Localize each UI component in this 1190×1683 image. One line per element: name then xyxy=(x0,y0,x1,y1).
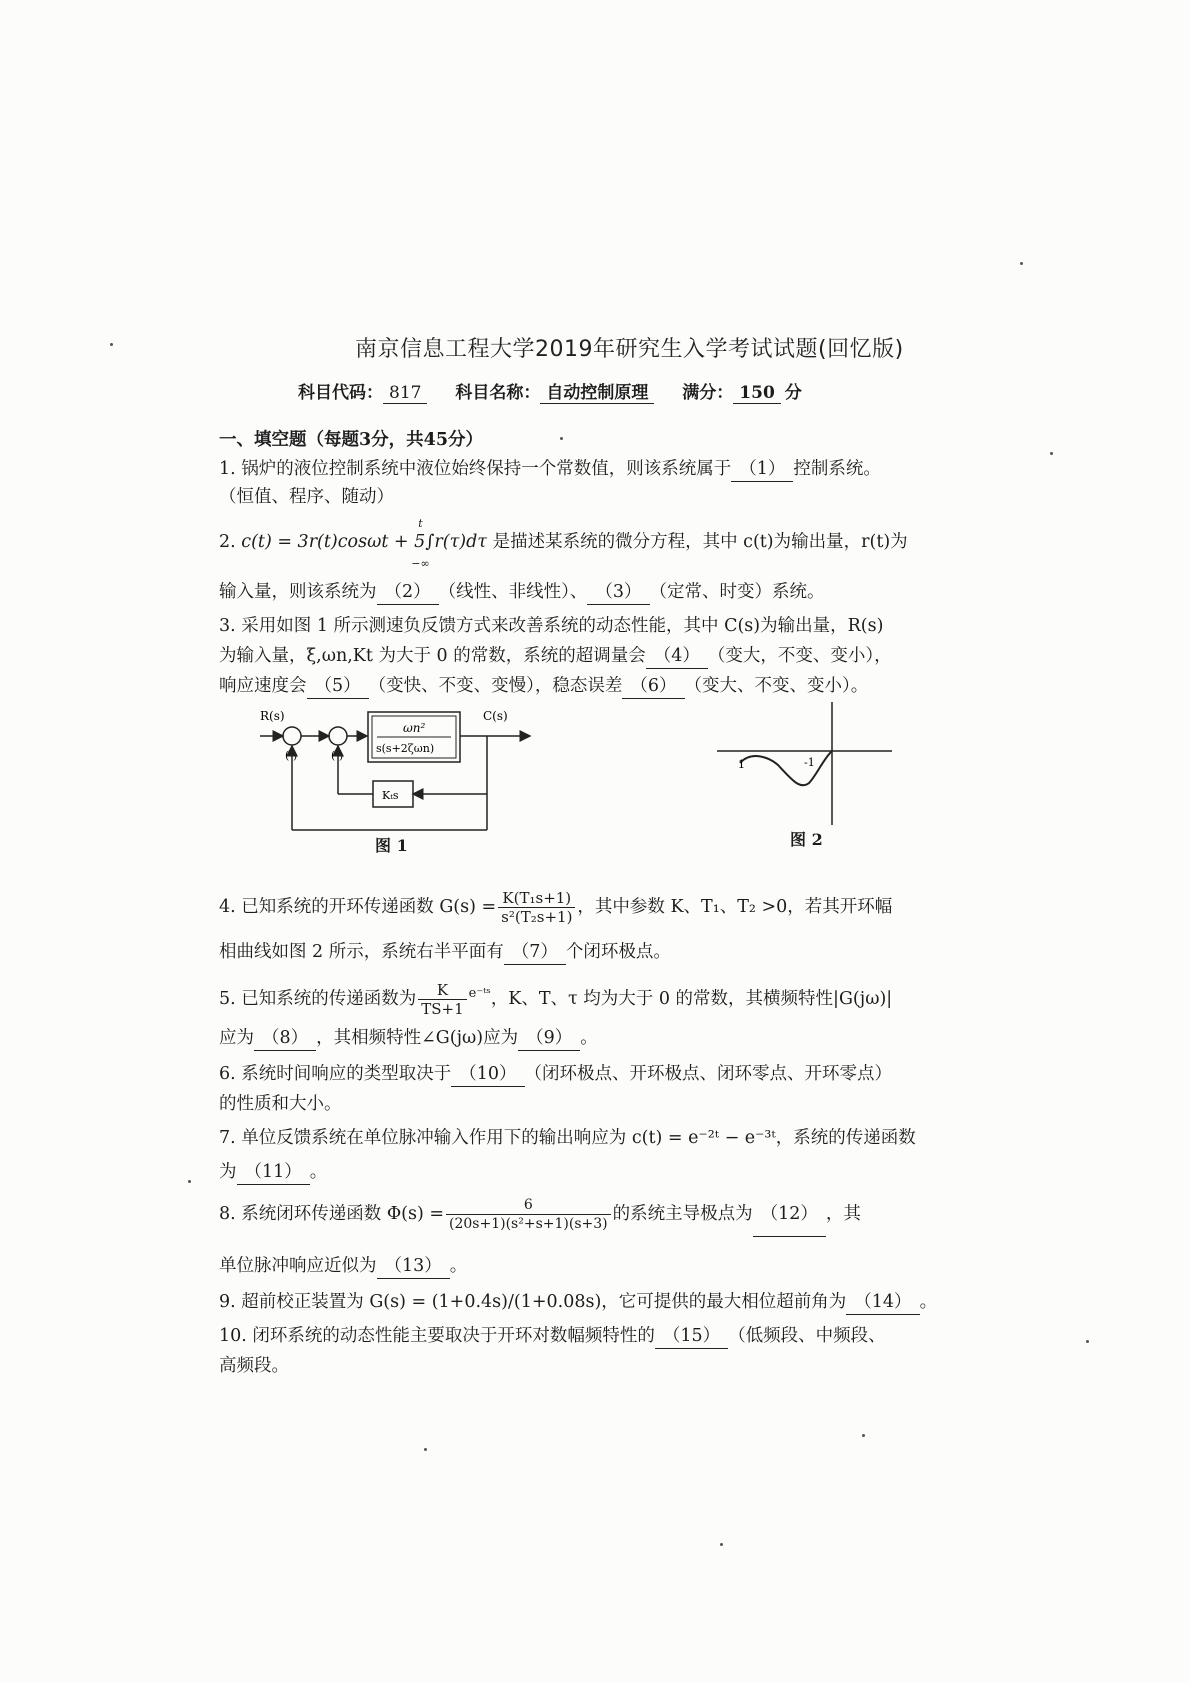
fig2-tick-a: -1 xyxy=(804,756,815,769)
q7-line2: 为 （11） 。 xyxy=(219,1160,954,1185)
feedback-block-label: Kₜs xyxy=(382,789,399,802)
q1-text-end: 控制系统。 xyxy=(793,459,881,479)
code-label: 科目代码： xyxy=(298,383,383,403)
question-8: 8. 系统闭环传递函数 Φ(s) = $\frac{6}{\text{(20s+1)(s²+s+1)(s+3)}}$ 的系统主导极点为 （12） ，其 xyxy=(219,1192,954,1237)
page-title: 南京信息工程大学2019年研究生入学考试试题(回忆版) xyxy=(355,337,904,362)
q1-text: 1. 锅炉的液位控制系统中液位始终保持一个常数值，则该系统属于 xyxy=(219,459,732,479)
blank-2: （2） xyxy=(377,580,439,605)
name-value: 自动控制原理 xyxy=(540,378,654,404)
question-2 xyxy=(219,517,954,570)
scan-speck xyxy=(424,1448,427,1451)
q6-line2: 的性质和大小。 xyxy=(219,1094,342,1114)
summing-junction-2 xyxy=(329,727,347,745)
scan-speck xyxy=(862,1434,865,1437)
q8-line2: 单位脉冲响应近似为 （13） 。 xyxy=(219,1254,954,1279)
question-3: 3. 采用如图 1 所示测速负反馈方式来改善系统的动态性能，其中 C(s)为输出量，R(s) xyxy=(219,616,884,636)
blank-14: （14） xyxy=(846,1290,919,1315)
blank-11: （11） xyxy=(237,1160,310,1185)
question-6: 6. 系统时间响应的类型取决于 （10） （闭环极点、开环极点、闭环零点、开环零点） xyxy=(219,1062,954,1087)
scan-speck xyxy=(1086,1340,1089,1343)
question-9: 9. 超前校正装置为 G(s) = (1+0.4s)/(1+0.08s)，它可提供的最大相位超前角为 （14） 。 xyxy=(219,1290,954,1315)
question-4: 4. 已知系统的开环传递函数 G(s) = $\frac{\text{K(T₁s+1)}}{\text{s²(T₂s+1)}}$ ，其中参数 K、T₁、T₂ >0，若其开环幅 xyxy=(219,889,893,926)
blank-4: （4） xyxy=(646,644,708,669)
q1-options: （恒值、程序、随动） xyxy=(219,487,394,507)
fig1-output-label: C(s) xyxy=(483,709,508,723)
score-unit: 分 xyxy=(784,383,802,403)
scan-speck xyxy=(1050,452,1053,455)
blank-12: （12） xyxy=(753,1192,826,1237)
q5-line2: 应为 （8） ，其相频特性∠G(jω)应为 （9） 。 xyxy=(219,1026,954,1051)
blank-6: （6） xyxy=(622,674,684,699)
fig2-tick-b: 1 xyxy=(738,758,745,771)
plant-numerator: ωn² xyxy=(403,721,426,735)
blank-3: （3） xyxy=(587,580,649,605)
blank-13: （13） xyxy=(377,1254,450,1279)
figure-1-block-diagram xyxy=(255,706,565,846)
blank-5: （5） xyxy=(307,674,369,699)
subject-meta xyxy=(298,378,998,404)
plant-denominator: s(s+2ζωn) xyxy=(376,742,435,755)
fig1-minus-1: (-) xyxy=(285,749,298,762)
scan-speck xyxy=(720,1543,723,1546)
scan-speck xyxy=(1020,262,1023,265)
code-value: 817 xyxy=(383,383,427,404)
section-heading: 一、填空题（每题3分，共45分） xyxy=(219,430,484,450)
q10-line2: 高频段。 xyxy=(219,1356,289,1376)
question-10: 10. 闭环系统的动态性能主要取决于开环对数幅频特性的 （15） （低频段、中频段、 xyxy=(219,1324,954,1349)
nyquist-curve xyxy=(740,751,832,785)
blank-8: （8） xyxy=(254,1026,316,1051)
blank-10: （10） xyxy=(451,1062,524,1087)
integral-lower: −∞ xyxy=(411,557,430,570)
scan-speck xyxy=(188,1180,191,1183)
q4-transfer-function: $\frac{\text{K(T₁s+1)}}{\text{s²(T₂s+1)}}$ xyxy=(498,889,575,926)
score-label: 满分： xyxy=(682,383,734,403)
figure-2-caption: 图 2 xyxy=(790,830,823,849)
blank-15: （15） xyxy=(655,1324,728,1349)
blank-1: （1） xyxy=(731,457,793,482)
q4-line2: 相曲线如图 2 所示，系统右半平面有 （7） 个闭环极点。 xyxy=(219,940,954,965)
fig1-input-label: R(s) xyxy=(260,709,285,723)
q5-transfer-function: $\frac{K}{TS+1}$ xyxy=(418,981,466,1018)
blank-9: （9） xyxy=(518,1026,580,1051)
question-5: 5. 已知系统的传递函数为 $\frac{K}{TS+1}$ $^{e^-ᵗˢ}$，K、T、τ 均为大于 0 的常数，其横频特性|G(jω)| xyxy=(219,980,893,1018)
blank-7: （7） xyxy=(504,940,566,965)
figure-1-caption: 图 1 xyxy=(375,836,408,855)
question-1 xyxy=(219,457,954,482)
score-value: 150 xyxy=(733,383,781,404)
figure-2-nyquist-plot xyxy=(712,700,902,830)
q2-line2: 输入量，则该系统为 （2） （线性、非线性）、 （3） （定常、时变）系统。 xyxy=(219,580,954,605)
name-label: 科目名称： xyxy=(455,383,541,403)
q3-line3: 响应速度会 （5） （变快、不变、变慢），稳态误差 （6） （变大、不变、变小）。 xyxy=(219,674,954,699)
q2-text: 是描述某系统的微分方程，其中 c(t)为输出量，r(t)为 xyxy=(492,532,908,552)
scan-speck xyxy=(110,343,113,346)
scan-speck xyxy=(560,437,563,440)
q2-number: 2. xyxy=(219,532,236,552)
q8-transfer-function: $\frac{6}{\text{(20s+1)(s²+s+1)(s+3)}}$ xyxy=(446,1196,611,1233)
fig1-minus-2: (-) xyxy=(331,749,344,762)
summing-junction-1 xyxy=(283,727,301,745)
question-7: 7. 单位反馈系统在单位脉冲输入作用下的输出响应为 c(t) = e⁻²ᵗ − e⁻³ᵗ，系统的传递函数 xyxy=(219,1128,916,1148)
q3-line2: 为输入量，ξ,ωn,Kt 为大于 0 的常数，系统的超调量会 （4） （变大，不变、变小）， xyxy=(219,644,954,669)
integral-upper: t xyxy=(418,517,423,530)
q2-equation: c(t) = 3r(t)cosωt + 5∫r(τ)dτ t −∞ xyxy=(241,530,487,554)
